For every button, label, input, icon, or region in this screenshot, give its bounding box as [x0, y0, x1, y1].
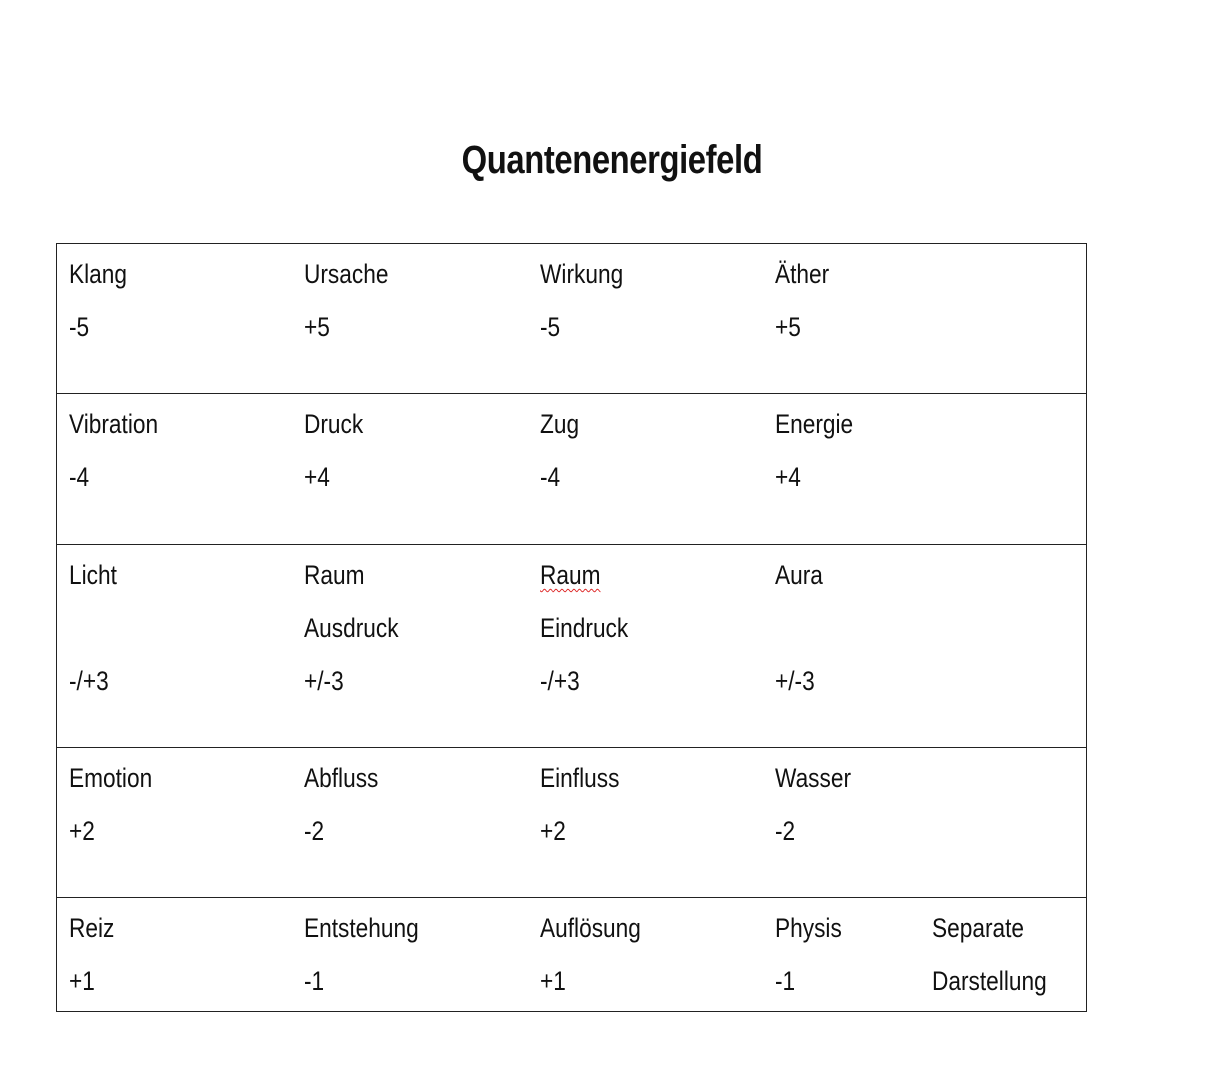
table-cell [540, 545, 628, 708]
cell-label: Entstehung [304, 913, 419, 943]
table-cell [69, 898, 114, 1008]
page-title: Quantenenergiefeld [461, 138, 763, 182]
cell-label: Einfluss [540, 763, 620, 793]
table-cell [304, 394, 363, 504]
cell-value: -1 [304, 966, 325, 996]
table-row [57, 544, 1086, 747]
table-cell [69, 394, 158, 504]
table-cell [540, 898, 641, 1008]
cell-label: Abfluss [304, 763, 379, 793]
table-cell [304, 748, 378, 858]
cell-label: Physis [775, 913, 842, 943]
cell-label: Auflösung [540, 913, 641, 943]
cell-label: Zug [540, 409, 580, 439]
cell-label: Raum [304, 560, 365, 590]
table-row [57, 393, 1086, 544]
cell-value: +5 [304, 312, 330, 342]
cell-value: -/+3 [540, 666, 580, 696]
note-line-2: Darstellung [932, 966, 1047, 996]
cell-sublabel [69, 602, 117, 655]
cell-value: +1 [540, 966, 566, 996]
cell-value: +/-3 [304, 666, 344, 696]
table-cell [69, 748, 152, 858]
table-cell [540, 748, 619, 858]
cell-label: Druck [304, 409, 364, 439]
table-row [57, 897, 1086, 1011]
cell-value: -4 [540, 462, 561, 492]
cell-sublabel [775, 602, 823, 655]
table-cell [69, 244, 127, 354]
cell-value: +4 [775, 462, 801, 492]
table-cell [304, 545, 399, 708]
table-cell [775, 748, 851, 858]
table-cell [540, 244, 623, 354]
table-row [57, 747, 1086, 897]
table-cell [304, 898, 419, 1008]
cell-value: +/-3 [775, 666, 815, 696]
table-cell [775, 244, 829, 354]
cell-value: -4 [69, 462, 90, 492]
cell-value: -5 [540, 312, 561, 342]
cell-label: Raum [540, 560, 601, 590]
cell-label: Äther [775, 259, 830, 289]
table-cell [775, 898, 842, 1008]
cell-label: Vibration [69, 409, 159, 439]
note-line-1: Separate [932, 913, 1025, 943]
cell-value: +1 [69, 966, 95, 996]
table-cell [775, 394, 853, 504]
table-cell [540, 394, 579, 504]
cell-label: Ursache [304, 259, 389, 289]
cell-value: -/+3 [69, 666, 109, 696]
cell-value: +2 [69, 816, 95, 846]
table-note [932, 898, 1047, 1008]
cell-value: -5 [69, 312, 90, 342]
cell-label: Aura [775, 560, 823, 590]
cell-label: Licht [69, 560, 117, 590]
cell-label: Wasser [775, 763, 852, 793]
cell-sublabel: Eindruck [540, 613, 629, 643]
cell-value: +5 [775, 312, 801, 342]
cell-label: Reiz [69, 913, 115, 943]
table-cell [304, 244, 388, 354]
table-row [57, 244, 1086, 393]
table-cell [775, 545, 823, 708]
energy-table [56, 243, 1087, 1012]
cell-label: Emotion [69, 763, 153, 793]
cell-value: +2 [540, 816, 566, 846]
cell-value: -2 [304, 816, 325, 846]
cell-label: Klang [69, 259, 128, 289]
cell-sublabel: Ausdruck [304, 613, 399, 643]
cell-value: +4 [304, 462, 330, 492]
cell-value: -2 [775, 816, 796, 846]
cell-label: Wirkung [540, 259, 624, 289]
cell-value: -1 [775, 966, 796, 996]
table-cell [69, 545, 117, 708]
cell-label: Energie [775, 409, 854, 439]
